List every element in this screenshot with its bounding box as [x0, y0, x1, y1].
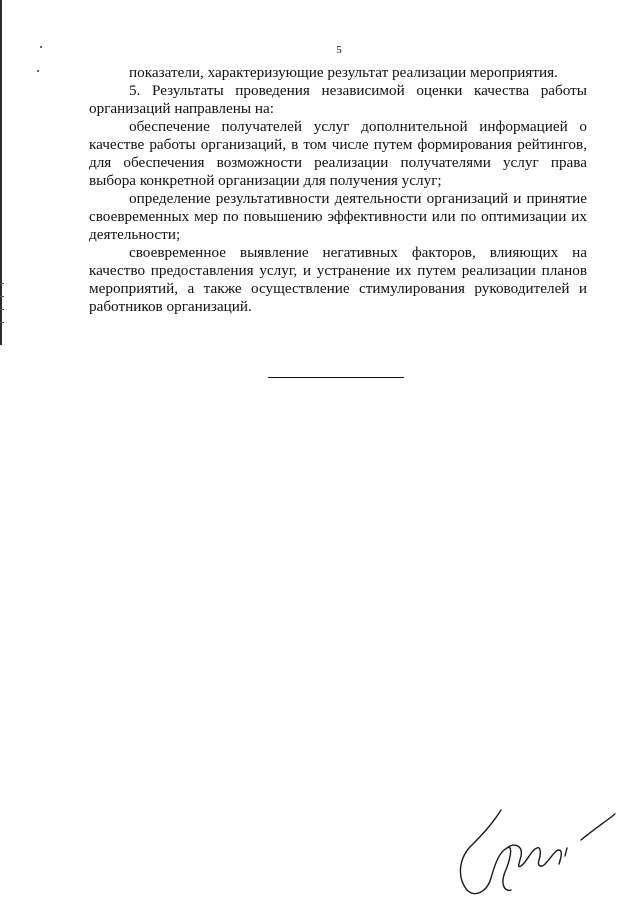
scan-edge-tick [0, 309, 4, 310]
paragraph: обеспечение получателей услуг дополнительной информацией о качестве работы организаций, в том числе путем формирования рейтингов, для обеспечения возможности реализации получателями услуг права выбора конкретной организации для получения услуг; [89, 118, 587, 189]
handwritten-signature [455, 808, 620, 900]
page-number: 5 [336, 44, 342, 56]
paragraph: своевременное выявление негативных факторов, влияющих на качество предоставления услуг, и устранение их путем реализации планов мероприятий, а также осуществление стимулирования руководителей и работников организаций. [89, 244, 587, 315]
scan-edge-tick [0, 296, 4, 297]
paragraph: показатели, характеризующие результат реализации мероприятия. [129, 64, 558, 81]
document-body [89, 64, 587, 316]
section-divider [268, 377, 404, 378]
scan-speck [37, 70, 39, 72]
scan-edge-tick [0, 283, 4, 284]
paragraph: определение результативности деятельности организаций и принятие своевременных мер по повышению эффективности или по оптимизации их деятельности; [89, 190, 587, 243]
scan-edge-tick [0, 322, 4, 323]
paragraph: 5. Результаты проведения независимой оценки качества работы организаций направлены на: [89, 82, 587, 117]
